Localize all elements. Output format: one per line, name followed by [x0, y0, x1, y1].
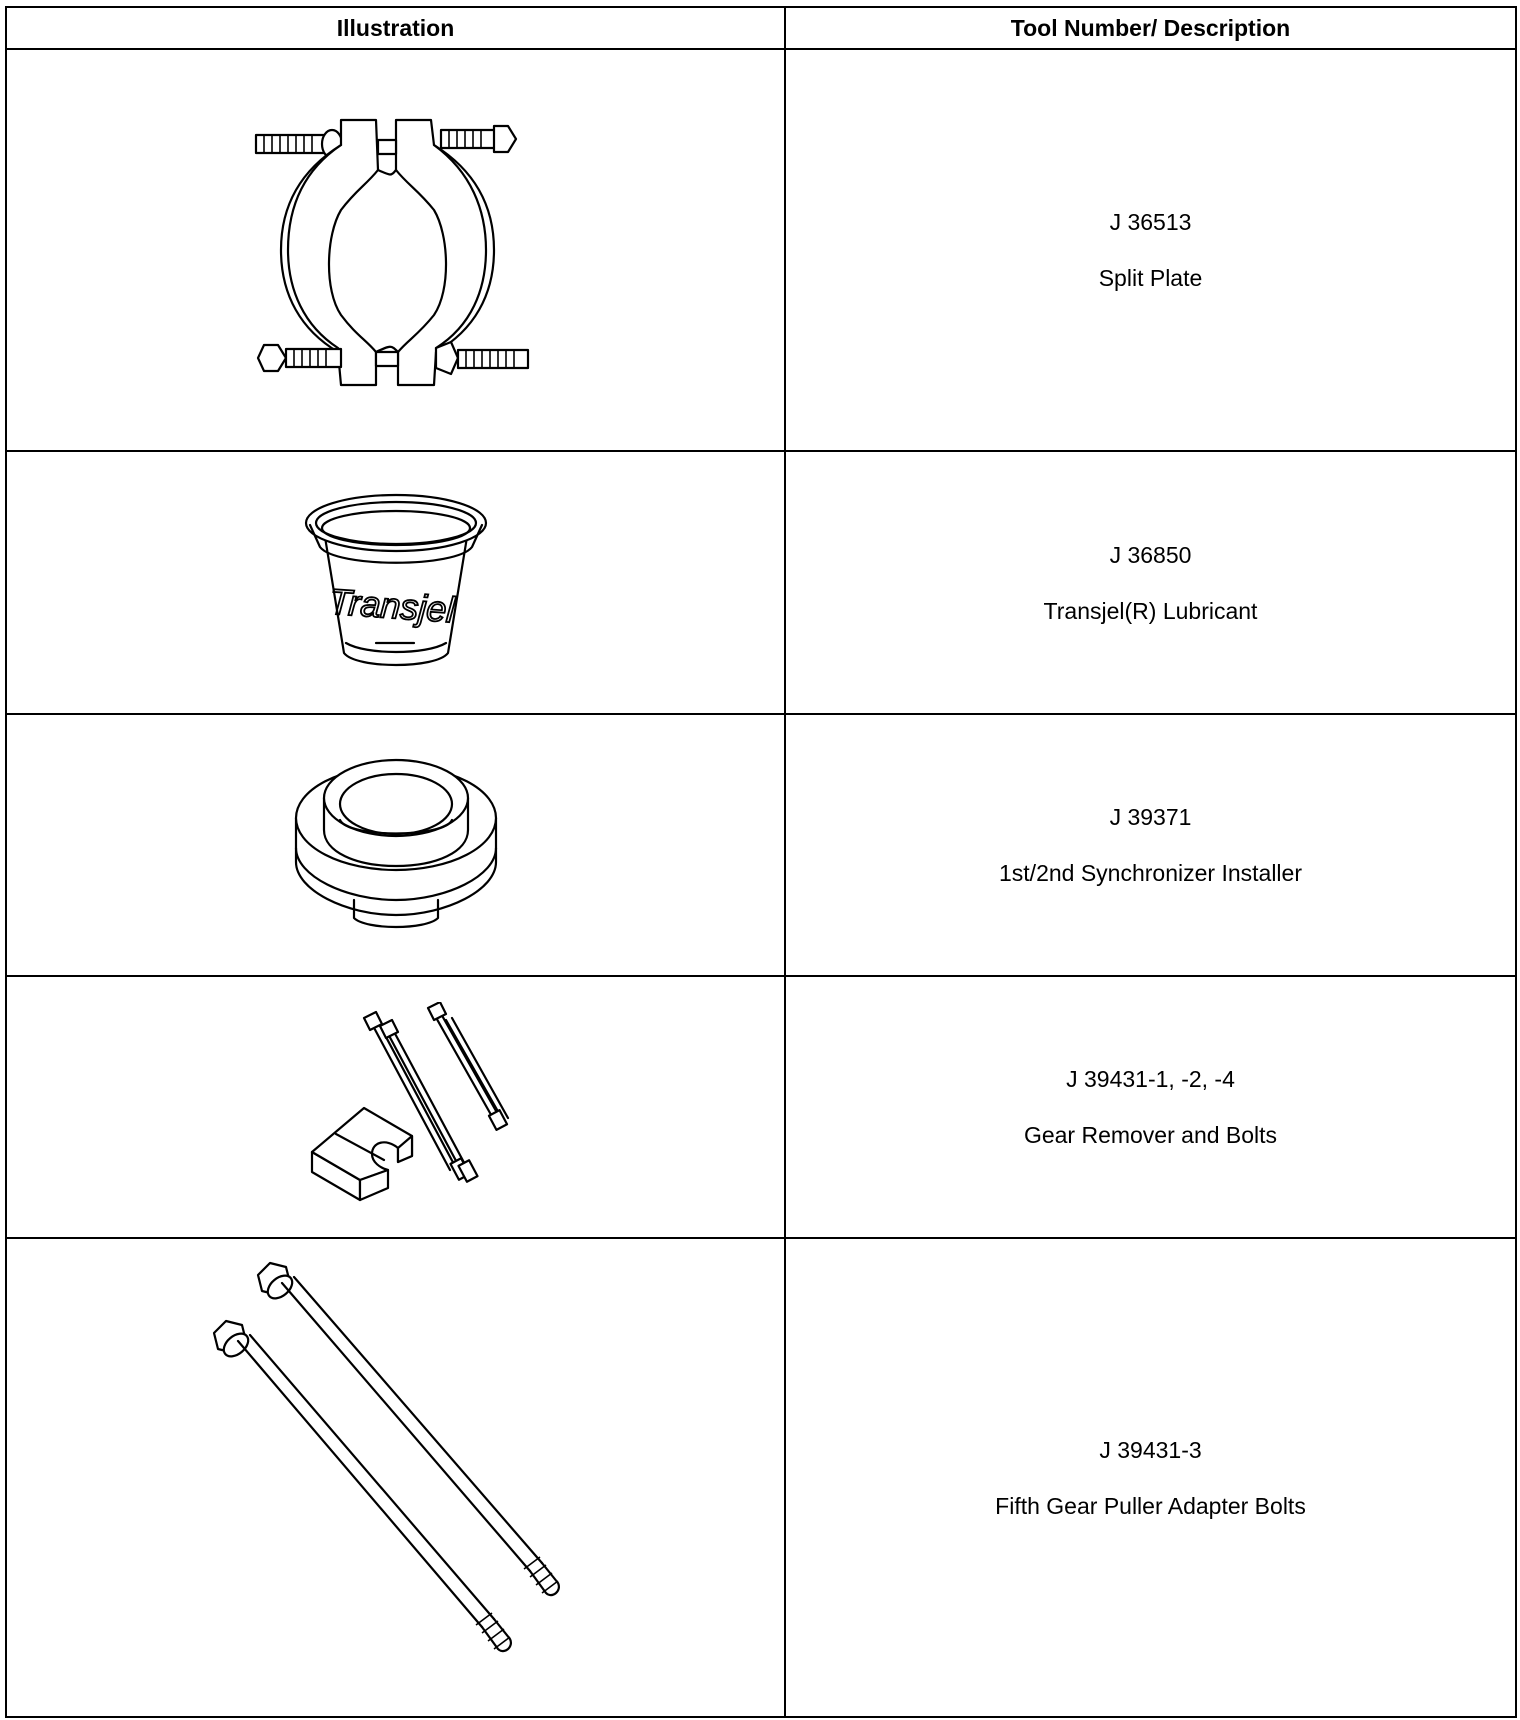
header-row — [6, 7, 1516, 49]
tool-cell — [785, 49, 1516, 451]
transjel-logo: Transjel — [327, 580, 456, 630]
tool-number: J 36513 — [1109, 209, 1192, 236]
tool-cell — [785, 714, 1516, 976]
tool-cell — [785, 1238, 1516, 1717]
split-plate-icon — [246, 90, 546, 410]
header-tool-description: Tool Number/ Description — [785, 7, 1516, 49]
tool-description: Split Plate — [1098, 265, 1203, 292]
tool-cell — [785, 976, 1516, 1238]
adapter-bolts-icon — [206, 1253, 586, 1703]
table-row — [6, 976, 1516, 1238]
synchronizer-installer-icon — [276, 750, 516, 940]
tool-number: J 39431-1, -2, -4 — [1066, 1066, 1235, 1093]
table-row — [6, 714, 1516, 976]
tool-description: Gear Remover and Bolts — [1023, 1122, 1278, 1149]
tool-cell — [785, 451, 1516, 713]
tool-description: 1st/2nd Synchronizer Installer — [999, 859, 1302, 886]
tool-description: Transjel(R) Lubricant — [1043, 597, 1258, 624]
gear-remover-bolts-icon — [276, 1002, 516, 1212]
tool-description: Fifth Gear Puller Adapter Bolts — [995, 1492, 1306, 1519]
table-row — [6, 451, 1516, 713]
table-row — [6, 49, 1516, 451]
illustration-cell — [6, 1238, 785, 1717]
tool-number: J 39371 — [1109, 803, 1192, 830]
tool-table — [5, 6, 1517, 1718]
header-illustration: Illustration — [6, 7, 785, 49]
tool-number: J 36850 — [1109, 541, 1192, 568]
illustration-cell — [6, 49, 785, 451]
table-row — [6, 1238, 1516, 1717]
tool-number: J 39431-3 — [1099, 1436, 1202, 1463]
illustration-cell — [6, 451, 785, 713]
transjel-container-icon — [296, 483, 496, 683]
illustration-cell — [6, 976, 785, 1238]
illustration-cell — [6, 714, 785, 976]
